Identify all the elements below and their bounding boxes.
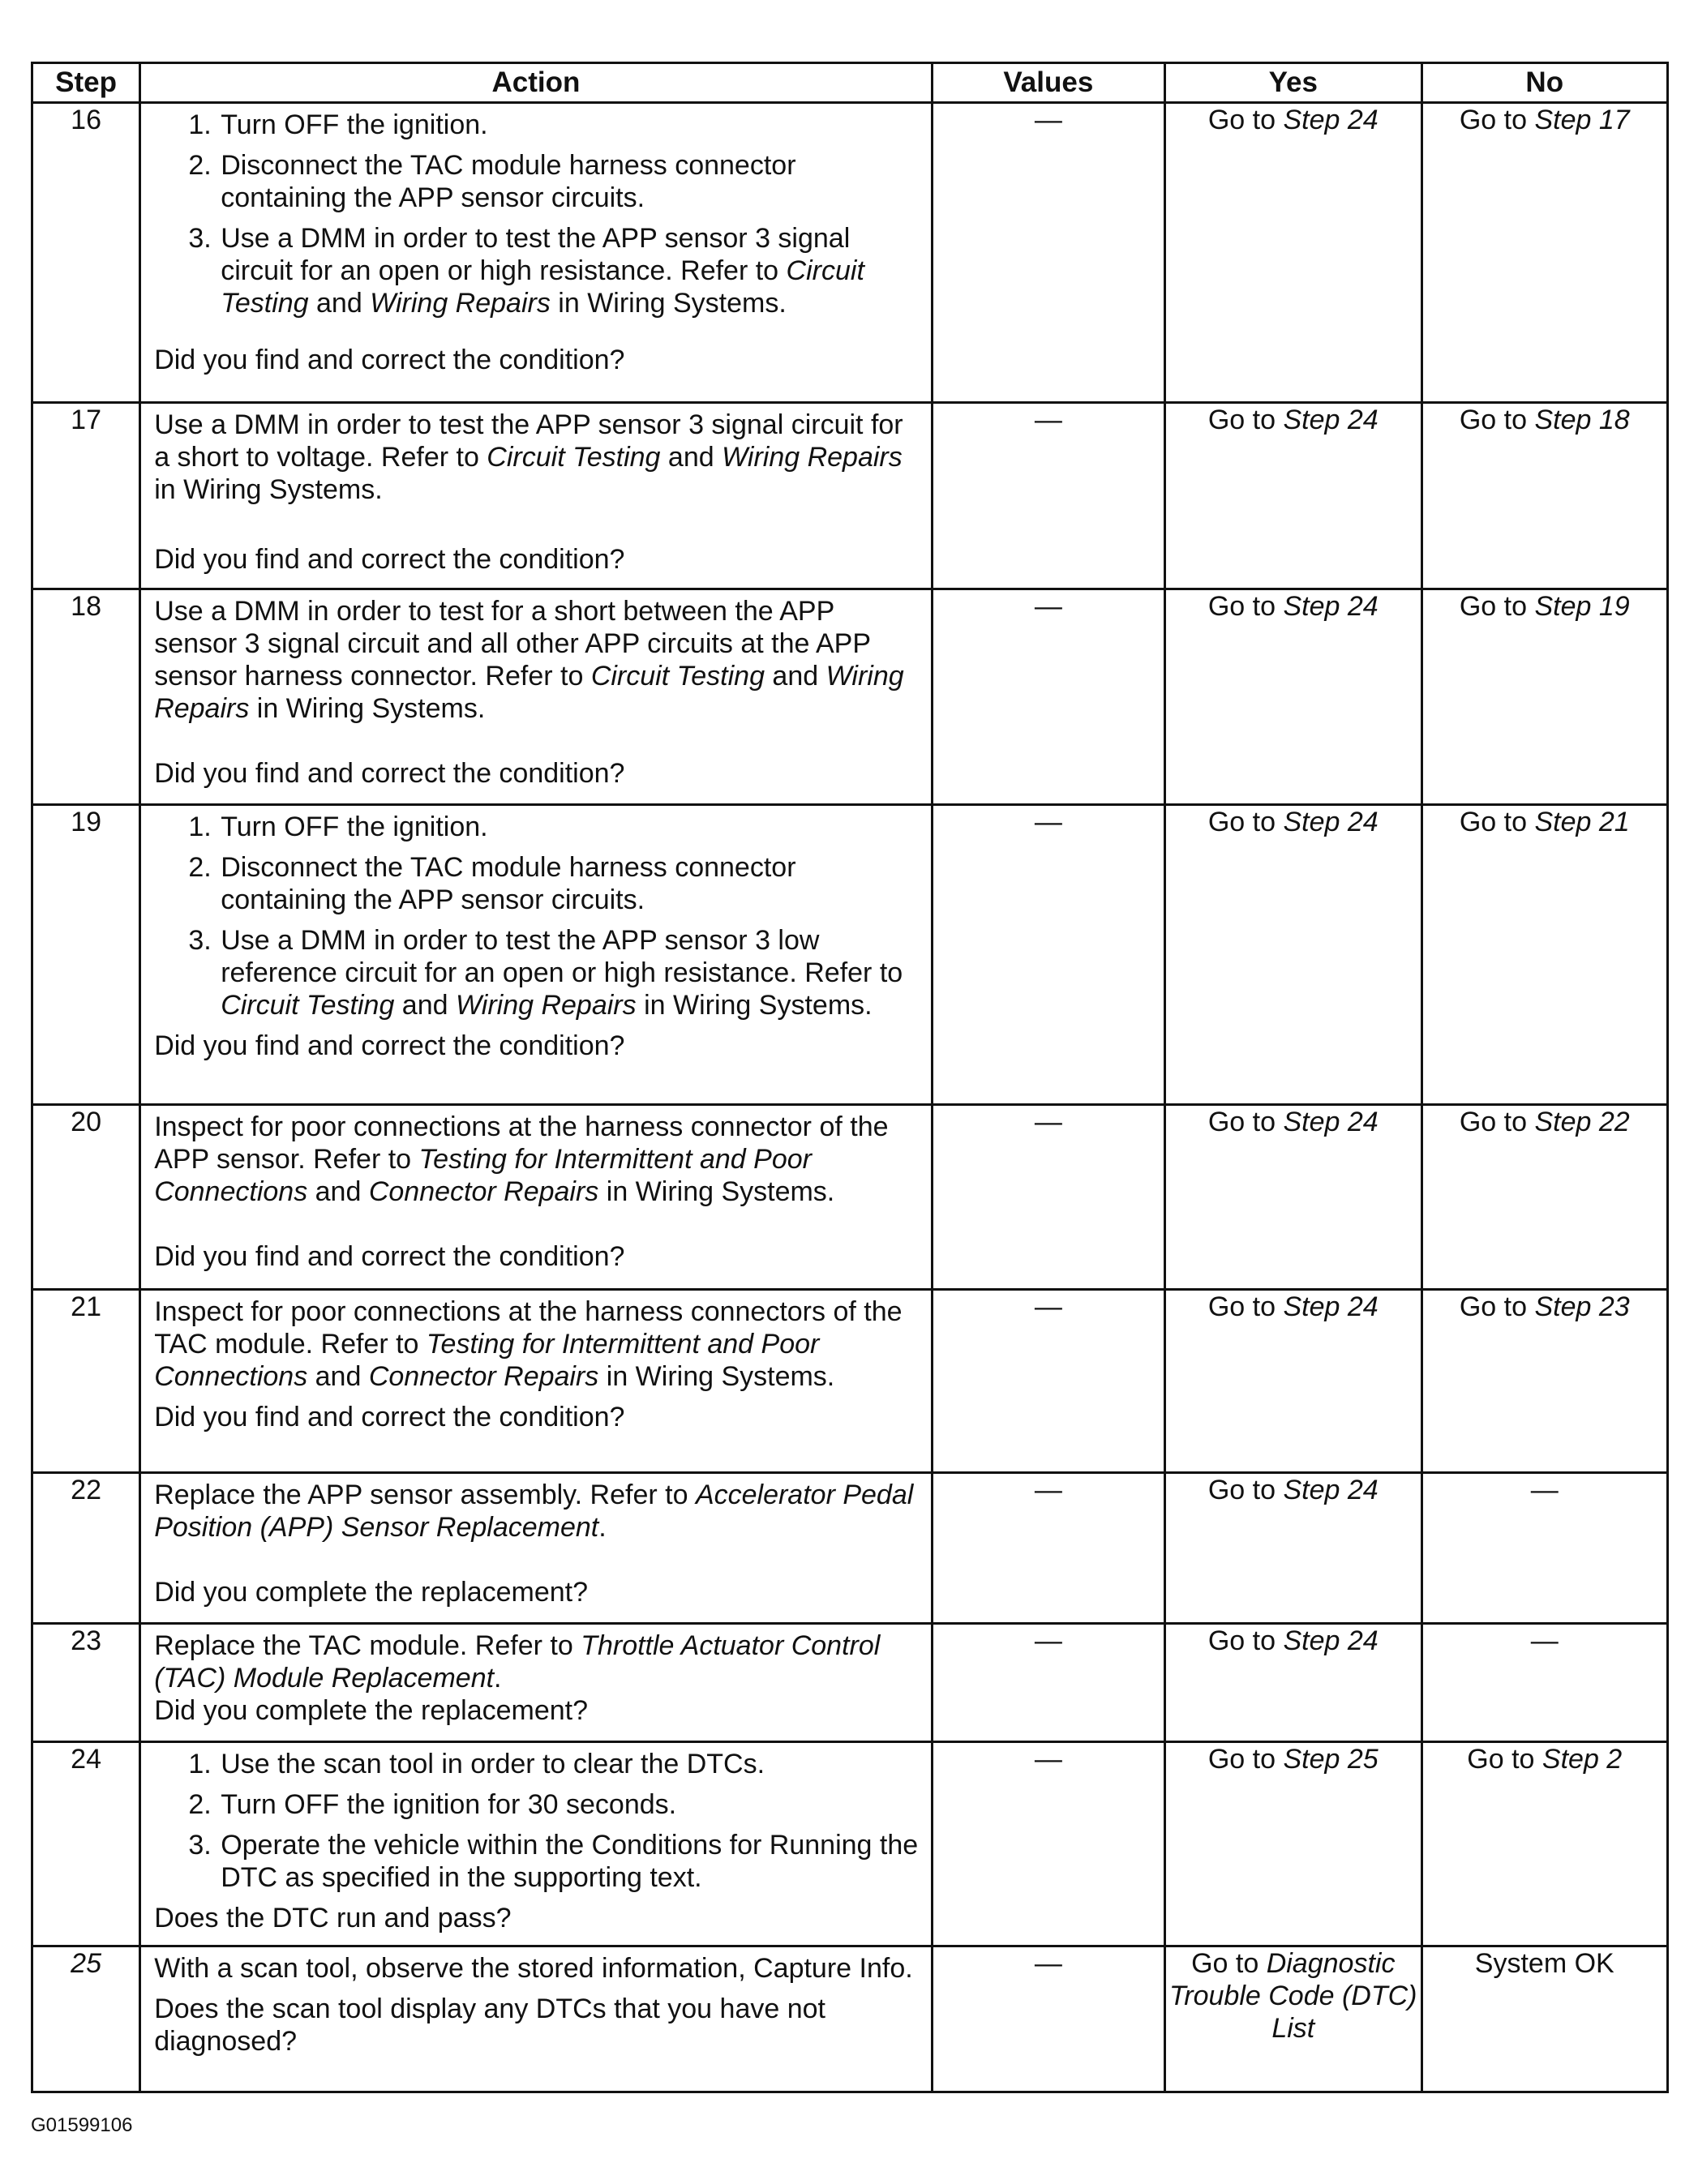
step-number: 19 bbox=[32, 805, 140, 1105]
values-cell: — bbox=[932, 805, 1164, 1105]
list-item: 1. Use the scan tool in order to clear the DTCs. bbox=[219, 1748, 920, 1780]
no-cell: Go to Step 17 bbox=[1421, 103, 1667, 403]
action-text: Replace the TAC module. Refer to Throttle Actuator Control (TAC) Module Replacement. bbox=[154, 1630, 881, 1694]
action-cell bbox=[140, 103, 932, 403]
table-row bbox=[32, 1742, 1668, 1946]
step-number: 18 bbox=[32, 589, 140, 805]
values-cell: — bbox=[932, 1473, 1164, 1624]
list-item: 2. Turn OFF the ignition for 30 seconds. bbox=[219, 1788, 920, 1821]
list-item: 3. Use a DMM in order to test the APP sensor 3 low reference circuit for an open or high resistance. Refer to Circuit Testing and Wiring Repairs in Wiring Systems. bbox=[219, 924, 920, 1021]
no-cell: Go to Step 23 bbox=[1421, 1290, 1667, 1473]
table-row bbox=[32, 103, 1668, 403]
table-row bbox=[32, 1624, 1668, 1742]
step-number: 22 bbox=[32, 1473, 140, 1624]
action-cell bbox=[140, 805, 932, 1105]
values-cell: — bbox=[932, 589, 1164, 805]
action-text: Inspect for poor connections at the harness connector of the APP sensor. Refer to Testing for Intermittent and Poor Connections and Connector Repairs in Wiring Systems. bbox=[154, 1111, 889, 1207]
question-text: Did you find and correct the condition? bbox=[154, 1241, 625, 1272]
step-number: 25 bbox=[32, 1946, 140, 2092]
question-text: Did you find and correct the condition? bbox=[154, 544, 625, 575]
yes-cell: Go to Step 24 bbox=[1165, 589, 1421, 805]
header-action: Action bbox=[140, 63, 932, 103]
action-cell bbox=[140, 1946, 932, 2092]
step-number: 21 bbox=[32, 1290, 140, 1473]
no-cell: Go to Step 19 bbox=[1421, 589, 1667, 805]
header-yes: Yes bbox=[1165, 63, 1421, 103]
list-item: 2. Disconnect the TAC module harness connector containing the APP sensor circuits. bbox=[219, 851, 920, 916]
action-cell bbox=[140, 1105, 932, 1290]
action-cell bbox=[140, 1624, 932, 1742]
no-cell: Go to Step 21 bbox=[1421, 805, 1667, 1105]
step-number: 16 bbox=[32, 103, 140, 403]
values-cell: — bbox=[932, 403, 1164, 589]
table-row bbox=[32, 1473, 1668, 1624]
action-cell bbox=[140, 1742, 932, 1946]
table-row bbox=[32, 1946, 1668, 2092]
table-row bbox=[32, 403, 1668, 589]
header-no: No bbox=[1421, 63, 1667, 103]
values-cell: — bbox=[932, 1290, 1164, 1473]
action-cell bbox=[140, 1290, 932, 1473]
list-item: 3. Operate the vehicle within the Conditions for Running the DTC as specified in the supporting text. bbox=[219, 1829, 920, 1894]
yes-cell: Go to Step 24 bbox=[1165, 805, 1421, 1105]
values-cell: — bbox=[932, 1742, 1164, 1946]
no-cell: Go to Step 18 bbox=[1421, 403, 1667, 589]
yes-cell: Go to Step 24 bbox=[1165, 1624, 1421, 1742]
question-text: Did you find and correct the condition? bbox=[154, 1030, 625, 1061]
list-item: 1. Turn OFF the ignition. bbox=[219, 109, 920, 141]
list-item: 3. Use a DMM in order to test the APP sensor 3 signal circuit for an open or high resistance. Refer to Circuit Testing and Wiring Repairs in Wiring Systems. bbox=[219, 222, 920, 319]
no-cell: System OK bbox=[1421, 1946, 1667, 2092]
action-text: Use a DMM in order to test the APP sensor 3 signal circuit for a short to voltage. Refer to Circuit Testing and Wiring Repairs in Wiring Systems. bbox=[154, 409, 903, 505]
table-row bbox=[32, 1105, 1668, 1290]
question-text: Did you complete the replacement? bbox=[154, 1577, 589, 1608]
diagnostic-table bbox=[31, 62, 1669, 2093]
yes-cell: Go to Step 25 bbox=[1165, 1742, 1421, 1946]
yes-cell: Go to Diagnostic Trouble Code (DTC) List bbox=[1165, 1946, 1421, 2092]
table-row bbox=[32, 1290, 1668, 1473]
no-cell: Go to Step 2 bbox=[1421, 1742, 1667, 1946]
action-text: With a scan tool, observe the stored information, Capture Info. bbox=[154, 1953, 913, 1984]
header-step: Step bbox=[32, 63, 140, 103]
table-row bbox=[32, 589, 1668, 805]
step-number: 20 bbox=[32, 1105, 140, 1290]
action-text: Replace the APP sensor assembly. Refer to Accelerator Pedal Position (APP) Sensor Replacement. bbox=[154, 1480, 914, 1543]
yes-cell: Go to Step 24 bbox=[1165, 403, 1421, 589]
list-item: 1. Turn OFF the ignition. bbox=[219, 811, 920, 843]
header-values: Values bbox=[932, 63, 1164, 103]
action-list bbox=[154, 811, 920, 1021]
step-number: 23 bbox=[32, 1624, 140, 1742]
question-text: Does the DTC run and pass? bbox=[154, 1903, 512, 1933]
question-text: Did you find and correct the condition? bbox=[154, 1402, 625, 1432]
values-cell: — bbox=[932, 1946, 1164, 2092]
table-row bbox=[32, 805, 1668, 1105]
yes-cell: Go to Step 24 bbox=[1165, 103, 1421, 403]
header-row bbox=[32, 63, 1668, 103]
action-cell bbox=[140, 589, 932, 805]
no-cell: Go to Step 22 bbox=[1421, 1105, 1667, 1290]
question-text: Did you find and correct the condition? bbox=[154, 345, 625, 375]
action-list bbox=[154, 109, 920, 319]
yes-cell: Go to Step 24 bbox=[1165, 1473, 1421, 1624]
action-cell bbox=[140, 403, 932, 589]
figure-id: G01599106 bbox=[31, 2114, 133, 2136]
step-number: 17 bbox=[32, 403, 140, 589]
action-list bbox=[154, 1748, 920, 1894]
no-cell: — bbox=[1421, 1624, 1667, 1742]
values-cell: — bbox=[932, 1105, 1164, 1290]
step-number: 24 bbox=[32, 1742, 140, 1946]
list-item: 2. Disconnect the TAC module harness connector containing the APP sensor circuits. bbox=[219, 149, 920, 214]
question-text: Did you find and correct the condition? bbox=[154, 758, 625, 789]
yes-cell: Go to Step 24 bbox=[1165, 1290, 1421, 1473]
yes-cell: Go to Step 24 bbox=[1165, 1105, 1421, 1290]
values-cell: — bbox=[932, 1624, 1164, 1742]
values-cell: — bbox=[932, 103, 1164, 403]
no-cell: — bbox=[1421, 1473, 1667, 1624]
action-text: Inspect for poor connections at the harness connectors of the TAC module. Refer to Testing for Intermittent and Poor Connections and Connector Repairs in Wiring Systems. bbox=[154, 1296, 903, 1392]
action-text: Use a DMM in order to test for a short between the APP sensor 3 signal circuit and all other APP circuits at the APP sensor harness connector. Refer to Circuit Testing and Wiring Repairs in Wiring Systems. bbox=[154, 596, 904, 724]
action-cell bbox=[140, 1473, 932, 1624]
question-text: Does the scan tool display any DTCs that you have not diagnosed? bbox=[154, 1993, 825, 2057]
question-text: Did you complete the replacement? bbox=[154, 1695, 589, 1726]
